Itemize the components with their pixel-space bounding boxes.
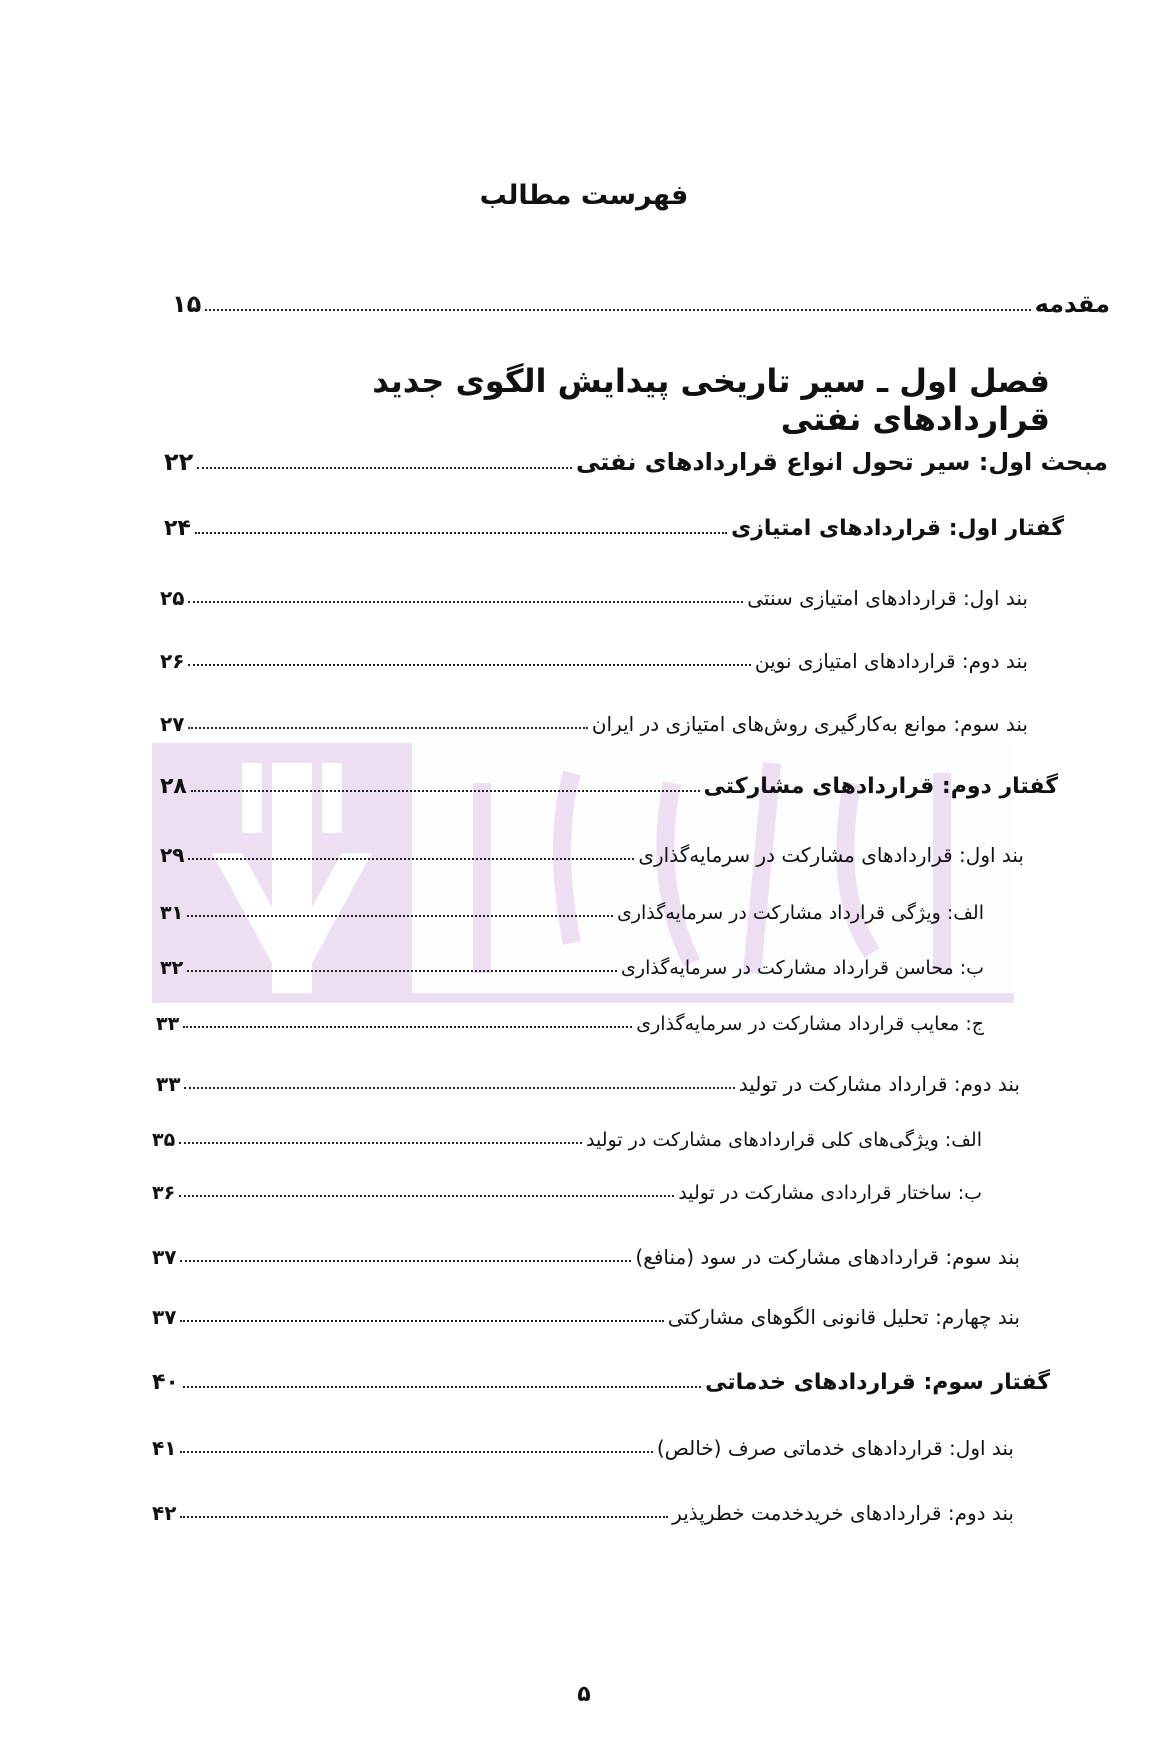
toc-entry[interactable] (160, 649, 1028, 673)
toc-entry-label: بند چهارم: تحلیل قانونی الگوهای مشارکتی (667, 1305, 1020, 1329)
toc-entry-page: ۳۱ (160, 902, 184, 924)
toc-entry-label: بند اول: قراردادهای خدماتی صرف (خالص) (656, 1436, 1014, 1460)
toc-entry-label: بند سوم: قراردادهای مشارکت در سود (منافع) (635, 1245, 1020, 1269)
toc-entry-label: گفتار اول: قراردادهای امتیازی (731, 516, 1064, 541)
toc-entry-label: بند دوم: قراردادهای امتیازی نوین (754, 649, 1028, 673)
leader-dots (188, 600, 743, 603)
leader-dots (188, 726, 587, 729)
chapter-heading: فصل اول ـ سیر تاریخی پیدایش الگوی جدید قراردادهای نفتی (372, 362, 1050, 438)
toc-entry[interactable] (156, 1072, 1020, 1096)
toc-entry-label: بند اول: قراردادهای امتیازی سنتی (747, 586, 1028, 610)
toc-entry-page: ۴۲ (152, 1501, 177, 1525)
toc-entry-page: ۴۱ (152, 1436, 177, 1460)
toc-entry-page: ۱۵ (172, 290, 202, 318)
toc-entry[interactable] (160, 843, 1024, 867)
toc-entry-page: ۳۳ (156, 1072, 181, 1096)
toc-entry[interactable] (152, 1129, 982, 1151)
toc-entry-label: بند دوم: قرارداد مشارکت در تولید (738, 1072, 1020, 1096)
toc-entry[interactable] (152, 1501, 1014, 1525)
leader-dots (195, 531, 727, 534)
toc-entry[interactable] (152, 1370, 1050, 1395)
leader-dots (179, 1194, 674, 1197)
toc-entry-page: ۳۵ (152, 1129, 176, 1151)
leader-dots (180, 1515, 668, 1518)
toc-entry-page: ۳۶ (152, 1182, 176, 1204)
toc-entry-label: مبحث اول: سیر تحول انواع قراردادهای نفتی (575, 448, 1108, 476)
leader-dots (197, 466, 572, 469)
leader-dots (180, 1259, 631, 1262)
toc-entry[interactable] (160, 586, 1028, 610)
toc-entry-page: ۳۲ (160, 957, 184, 979)
toc-entry-label: بند دوم: قراردادهای خریدخدمت خطرپذیر (672, 1501, 1014, 1525)
toc-entry-label: بند اول: قراردادهای مشارکت در سرمایه‌گذاری (638, 843, 1024, 867)
leader-dots (187, 969, 617, 972)
toc-entry-page: ۲۹ (160, 843, 185, 867)
toc-entry-page: ۳۷ (152, 1245, 177, 1269)
toc-entry-label: بند سوم: موانع به‌کارگیری روش‌های امتیازی در ایران (591, 712, 1028, 736)
page-number: ۵ (577, 1682, 591, 1707)
toc-entry-label: مقدمه (1034, 290, 1110, 318)
leader-dots (180, 1450, 652, 1453)
toc-entry[interactable] (152, 1305, 1020, 1329)
toc-entry-page: ۳۳ (156, 1013, 180, 1035)
leader-dots (180, 1319, 663, 1322)
page-title: فهرست مطالب (479, 180, 689, 211)
leader-dots (184, 1086, 734, 1089)
toc-entry-page: ۲۲ (164, 448, 194, 476)
toc-entry[interactable] (160, 712, 1028, 736)
toc-entry-intro[interactable] (172, 290, 1110, 318)
leader-dots (183, 1385, 701, 1388)
toc-entry[interactable] (152, 1436, 1014, 1460)
toc-entry[interactable] (156, 1013, 984, 1035)
toc-entry-page: ۲۴ (164, 516, 191, 541)
leader-dots (188, 663, 750, 666)
toc-entry[interactable] (160, 902, 984, 924)
toc-entry-label: گفتار سوم: قراردادهای خدماتی (705, 1370, 1050, 1395)
toc-entry-label: ج: معایب قرارداد مشارکت در سرمایه‌گذاری (636, 1013, 984, 1035)
leader-dots (187, 914, 613, 917)
leader-dots (188, 857, 634, 860)
toc-entry-page: ۲۶ (160, 649, 185, 673)
toc-entry[interactable] (164, 516, 1064, 541)
toc-entry-page: ۴۰ (152, 1370, 179, 1395)
toc-entry-page: ۲۸ (160, 774, 187, 799)
toc-entry-page: ۲۷ (160, 712, 185, 736)
toc-entry[interactable] (152, 1245, 1020, 1269)
leader-dots (183, 1025, 632, 1028)
toc-entry-label: ب: محاسن قرارداد مشارکت در سرمایه‌گذاری (621, 957, 984, 979)
leader-dots (191, 789, 700, 792)
toc-entry-label: الف: ویژگی قرارداد مشارکت در سرمایه‌گذاری (616, 902, 984, 924)
leader-dots (205, 308, 1030, 311)
toc-entry-page: ۳۷ (152, 1305, 177, 1329)
toc-entry[interactable] (152, 1182, 982, 1204)
toc-entry[interactable] (160, 957, 984, 979)
toc-entry-label: ب: ساختار قراردادی مشارکت در تولید (678, 1182, 982, 1204)
toc-entry[interactable] (160, 774, 1058, 799)
toc-entry[interactable] (164, 448, 1108, 476)
toc-entry-label: الف: ویژگی‌های کلی قراردادهای مشارکت در تولید (586, 1129, 982, 1151)
toc-entry-label: گفتار دوم: قراردادهای مشارکتی (703, 774, 1058, 799)
toc-entry-page: ۲۵ (160, 586, 185, 610)
leader-dots (179, 1141, 582, 1144)
